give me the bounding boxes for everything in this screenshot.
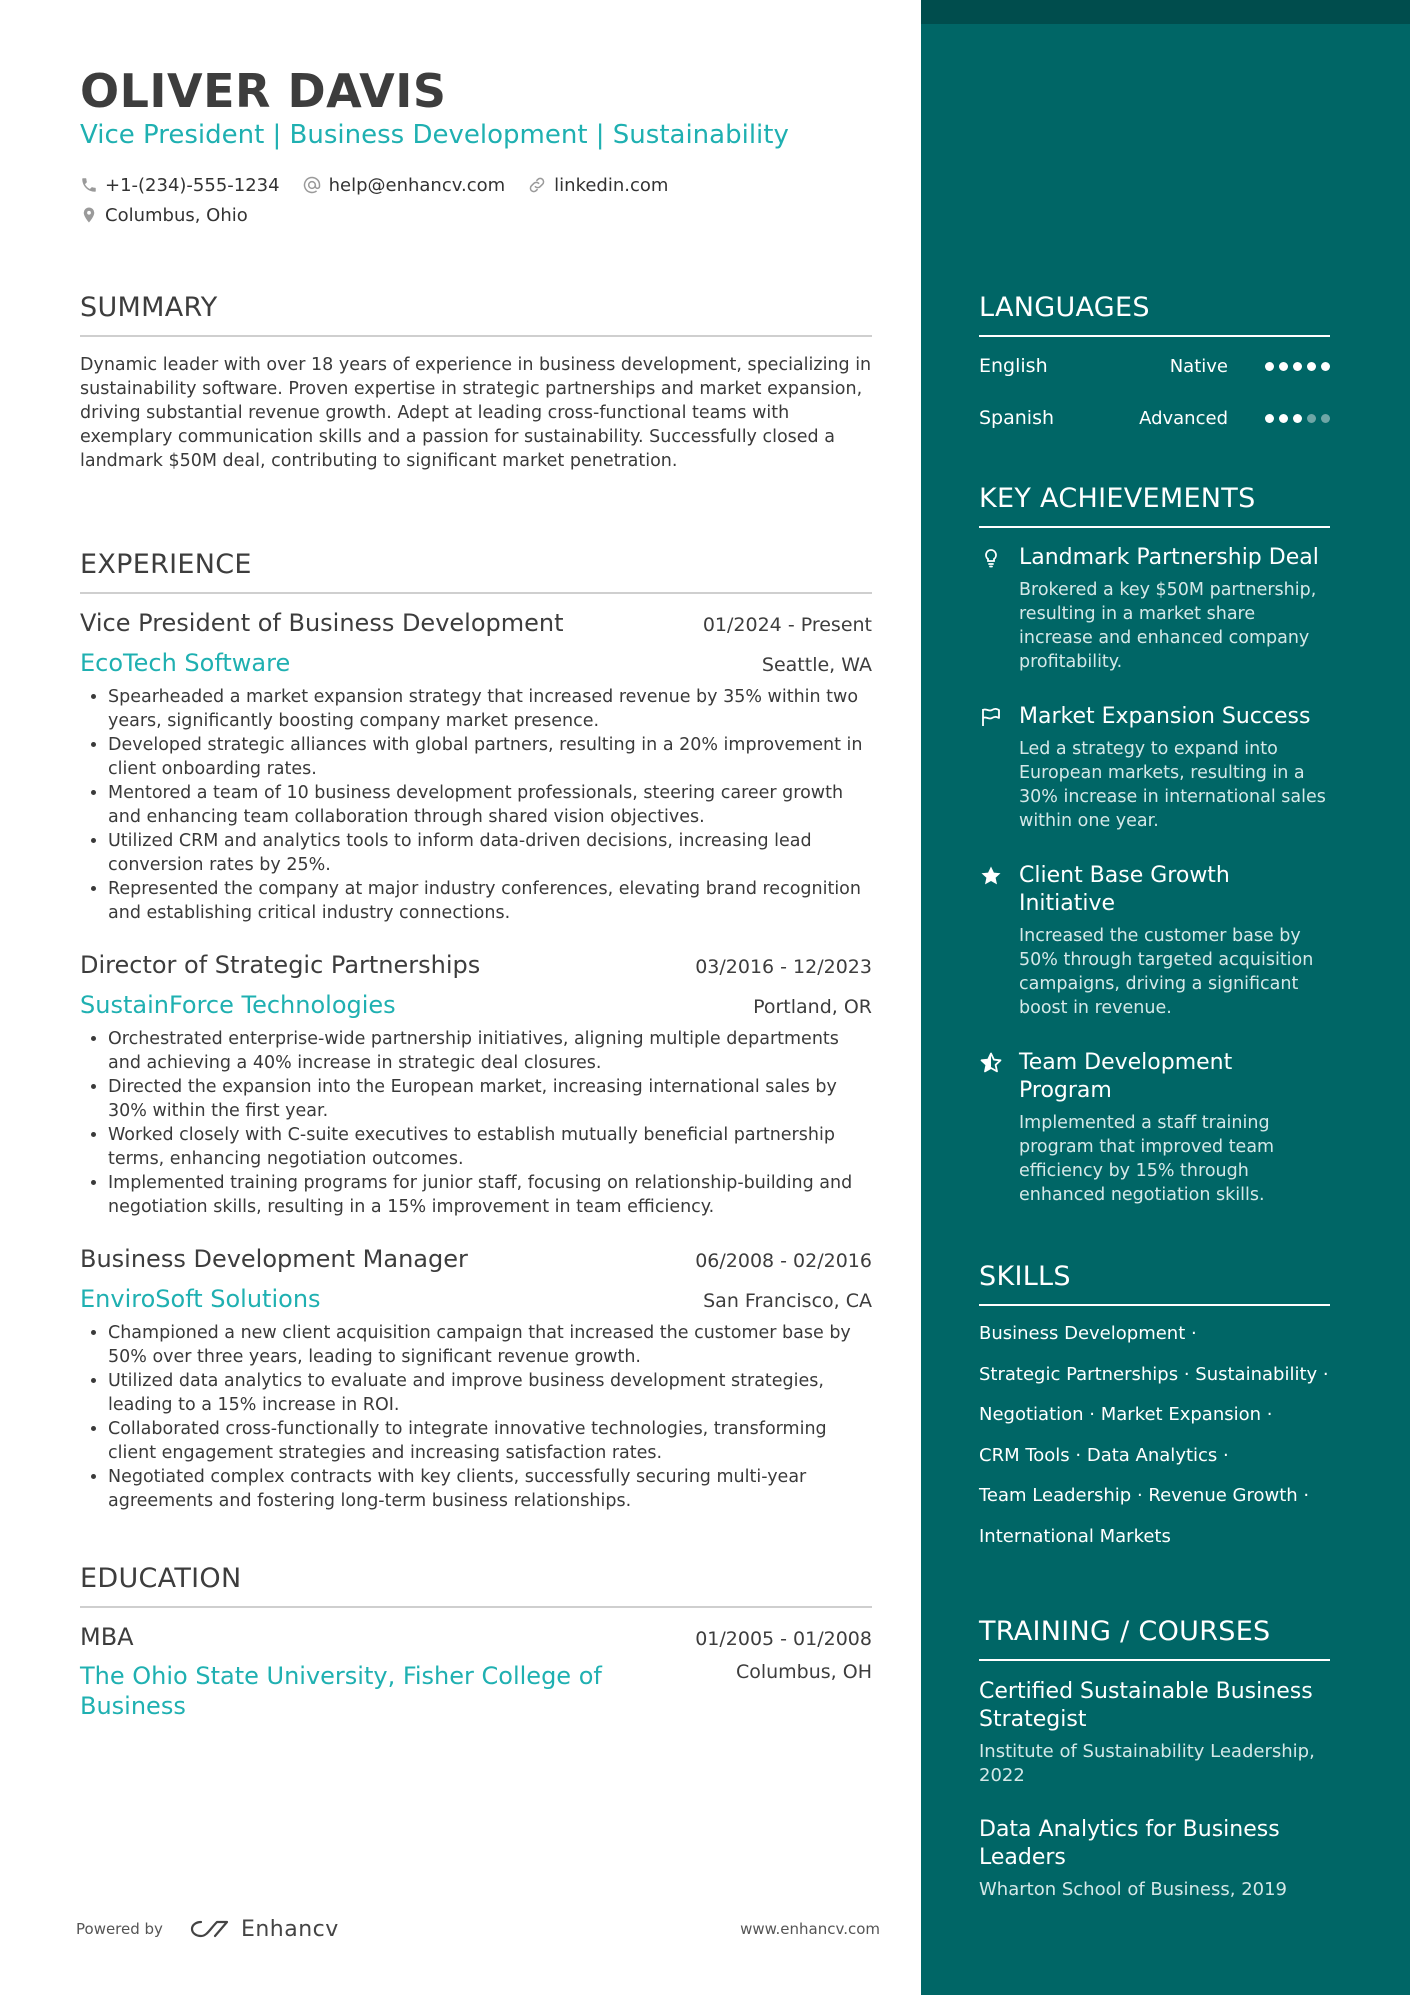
language-item: [979, 403, 1330, 433]
achievement-desc: Led a strategy to expand into European markets, resulting in a 30% increase in international sales within one year.: [1019, 739, 1326, 831]
skill-tag: Negotiation ·: [979, 1404, 1095, 1425]
proficiency-dot-filled: [1279, 362, 1288, 371]
bullet-item: • Collaborated cross-functionally to integrate innovative technologies, transforming client engagement strategies and increasing satisfaction rates.: [108, 1417, 872, 1465]
language-level: Advanced: [1139, 407, 1228, 429]
course-title: Data Analytics for Business Leaders: [979, 1817, 1280, 1870]
job-bullets: [80, 1321, 872, 1513]
job-dates: 06/2008 - 02/2016: [695, 1250, 872, 1272]
candidate-name: OLIVER DAVIS: [80, 64, 447, 118]
skill-line: [979, 1444, 1349, 1485]
achievement-item: [979, 862, 1330, 1020]
language-name: Spanish: [979, 407, 1055, 429]
summary-heading: SUMMARY: [80, 292, 872, 337]
bullet-item: • Directed the expansion into the European market, increasing international sales by 30% within the first year.: [108, 1075, 872, 1123]
job-title: Director of Strategic Partnerships: [80, 951, 481, 979]
footer-site-link[interactable]: www.enhancv.com: [740, 1920, 880, 1938]
proficiency-dot-empty: [1321, 414, 1330, 423]
company-name: SustainForce Technologies: [80, 991, 396, 1019]
skills-heading: SKILLS: [979, 1261, 1330, 1306]
language-level: Native: [1169, 355, 1228, 377]
achievement-title: Client Base Growth Initiative: [1019, 863, 1230, 916]
proficiency-dot-filled: [1307, 362, 1316, 371]
achievement-desc: Brokered a key $50M partnership, resulting in a market share increase and enhanced company profitability.: [1019, 580, 1317, 672]
language-proficiency: [1260, 414, 1330, 423]
job-title: Business Development Manager: [80, 1245, 468, 1273]
linkedin-contact[interactable]: [527, 175, 668, 196]
phone-icon: [80, 176, 98, 194]
flag-icon: [979, 705, 1003, 729]
job-bullets: [80, 685, 872, 925]
proficiency-dot-filled: [1293, 362, 1302, 371]
course-provider: Wharton School of Business, 2019: [979, 1879, 1288, 1900]
achievement-title: Landmark Partnership Deal: [1019, 545, 1319, 570]
school-location: Columbus, OH: [735, 1661, 872, 1683]
training-heading: TRAINING / COURSES: [979, 1616, 1330, 1661]
achievement-desc: Increased the customer base by 50% through targeted acquisition campaigns, driving a significant boost in revenue.: [1019, 926, 1314, 1018]
bullet-item: • Implemented training programs for junior staff, focusing on relationship-building and negotiation skills, resulting in a 15% improvement in team efficiency.: [108, 1171, 872, 1219]
language-item: [979, 351, 1330, 381]
linkedin-url: linkedin.com: [554, 174, 669, 196]
proficiency-dot-filled: [1279, 414, 1288, 423]
bullet-item: • Utilized data analytics to evaluate and improve business development strategies, leading to a 15% increase in ROI.: [108, 1369, 872, 1417]
proficiency-dot-filled: [1321, 362, 1330, 371]
skill-tag: Business Development ·: [979, 1323, 1197, 1344]
job-title: Vice President of Business Development: [80, 609, 564, 637]
skill-line: [979, 1484, 1349, 1525]
proficiency-dot-filled: [1265, 362, 1274, 371]
powered-by-label: Powered by: [76, 1920, 163, 1938]
course-title: Certified Sustainable Business Strategist: [979, 1679, 1313, 1732]
education-heading: EDUCATION: [80, 1563, 872, 1608]
brand-name: Enhancv: [240, 1916, 339, 1942]
job-entry: [80, 609, 872, 925]
course-item: [979, 1816, 1330, 1902]
achievement-item: [979, 544, 1330, 674]
education-entry: [80, 1623, 872, 1721]
email-address: help@enhancv.com: [328, 174, 506, 196]
bullet-item: • Orchestrated enterprise-wide partnership initiatives, aligning multiple departments and achieving a 40% increase in strategic deal closures.: [108, 1027, 872, 1075]
proficiency-dot-empty: [1307, 414, 1316, 423]
bullet-item: • Worked closely with C-suite executives to establish mutually beneficial partnership terms, enhancing negotiation outcomes.: [108, 1123, 872, 1171]
education-dates: 01/2005 - 01/2008: [695, 1628, 872, 1650]
summary-text: Dynamic leader with over 18 years of experience in business development, specializing in sustainability software. Proven expertise in strategic partnerships and market expansion, driving substantial revenue growth. Adept at leading cross-functional teams with exemplary communication skills and a passion for sustainability. Successfully closed a landmark $50M deal, contributing to significant market penetration.: [80, 355, 872, 471]
language-proficiency: [1260, 362, 1330, 371]
degree: MBA: [80, 1623, 134, 1651]
skill-tag: Sustainability ·: [1195, 1363, 1329, 1385]
phone-contact[interactable]: [80, 175, 280, 196]
skill-tag: Market Expansion ·: [1100, 1404, 1273, 1425]
achievement-title: Market Expansion Success: [1019, 704, 1311, 729]
company-name: EcoTech Software: [80, 649, 291, 677]
contact-info: [80, 172, 690, 232]
sidebar: [921, 0, 1410, 1995]
skill-tag: CRM Tools ·: [979, 1444, 1082, 1466]
bullet-item: • Represented the company at major industry conferences, elevating brand recognition and establishing critical industry connections.: [108, 877, 872, 925]
skill-tag: Team Leadership ·: [979, 1485, 1143, 1506]
bullet-item: • Negotiated complex contracts with key clients, successfully securing multi-year agreements and fostering long-term business relationships.: [108, 1465, 872, 1513]
bullet-item: • Utilized CRM and analytics tools to inform data-driven decisions, increasing lead conversion rates by 25%.: [108, 829, 872, 877]
job-entry: [80, 1245, 872, 1513]
sidebar-top-band: [921, 0, 1410, 24]
at-icon: [302, 175, 322, 195]
job-dates: 03/2016 - 12/2023: [695, 956, 872, 978]
star-half-icon: [979, 1051, 1003, 1075]
lightbulb-icon: [979, 546, 1003, 570]
skill-tag: International Markets: [979, 1525, 1171, 1547]
achievement-title: Team Development Program: [1019, 1050, 1233, 1103]
job-dates: 01/2024 - Present: [702, 614, 872, 636]
experience-heading: EXPERIENCE: [80, 549, 872, 594]
footer: [76, 1914, 880, 1944]
skill-line: [979, 1525, 1349, 1566]
achievements-heading: KEY ACHIEVEMENTS: [979, 483, 1330, 528]
job-location: Portland, OR: [753, 996, 872, 1018]
powered-by: [76, 1917, 339, 1942]
achievement-item: [979, 1049, 1330, 1207]
phone-number: +1-(234)-555-1234: [105, 174, 280, 196]
bullet-item: • Developed strategic alliances with global partners, resulting in a 20% improvement in client onboarding rates.: [108, 733, 872, 781]
bullet-item: • Spearheaded a market expansion strategy that increased revenue by 35% within two years, significantly boosting company market presence.: [108, 685, 872, 733]
skill-tag: Data Analytics ·: [1086, 1444, 1229, 1466]
skill-tag: Revenue Growth ·: [1148, 1485, 1310, 1506]
candidate-title: Vice President | Business Development | Sustainability: [80, 120, 789, 150]
proficiency-dot-filled: [1265, 414, 1274, 423]
company-name: EnviroSoft Solutions: [80, 1285, 321, 1313]
location-pin-icon: [80, 205, 98, 225]
skill-line: [979, 1322, 1349, 1363]
language-name: English: [979, 355, 1048, 377]
job-location: Seattle, WA: [761, 654, 872, 676]
email-contact[interactable]: [302, 175, 506, 196]
skill-tag: Strategic Partnerships ·: [979, 1363, 1190, 1385]
skill-line: [979, 1403, 1349, 1444]
location-text: Columbus, Ohio: [105, 204, 248, 226]
location-contact: [80, 205, 248, 226]
bullet-item: • Mentored a team of 10 business development professionals, steering career growth and enhancing team collaboration through shared vision objectives.: [108, 781, 872, 829]
job-location: San Francisco, CA: [703, 1290, 872, 1312]
achievement-item: [979, 703, 1330, 833]
job-bullets: [80, 1027, 872, 1219]
skills-list: [979, 1322, 1349, 1565]
achievement-desc: Implemented a staff training program that improved team efficiency by 15% through enhanced negotiation skills.: [1019, 1113, 1275, 1205]
languages-heading: LANGUAGES: [979, 292, 1330, 337]
course-item: [979, 1678, 1330, 1788]
star-icon: [979, 864, 1003, 888]
skill-line: [979, 1363, 1349, 1404]
enhancv-logo-icon: [187, 1917, 233, 1941]
link-icon: [527, 175, 547, 195]
proficiency-dot-filled: [1293, 414, 1302, 423]
job-entry: [80, 951, 872, 1219]
school-name: The Ohio State University, Fisher College of Business: [80, 1662, 602, 1720]
enhancv-logo[interactable]: [187, 1917, 339, 1942]
course-provider: Institute of Sustainability Leadership, 2022: [979, 1741, 1315, 1786]
bullet-item: • Championed a new client acquisition campaign that increased the customer base by 50% over three years, leading to significant revenue growth.: [108, 1321, 872, 1369]
